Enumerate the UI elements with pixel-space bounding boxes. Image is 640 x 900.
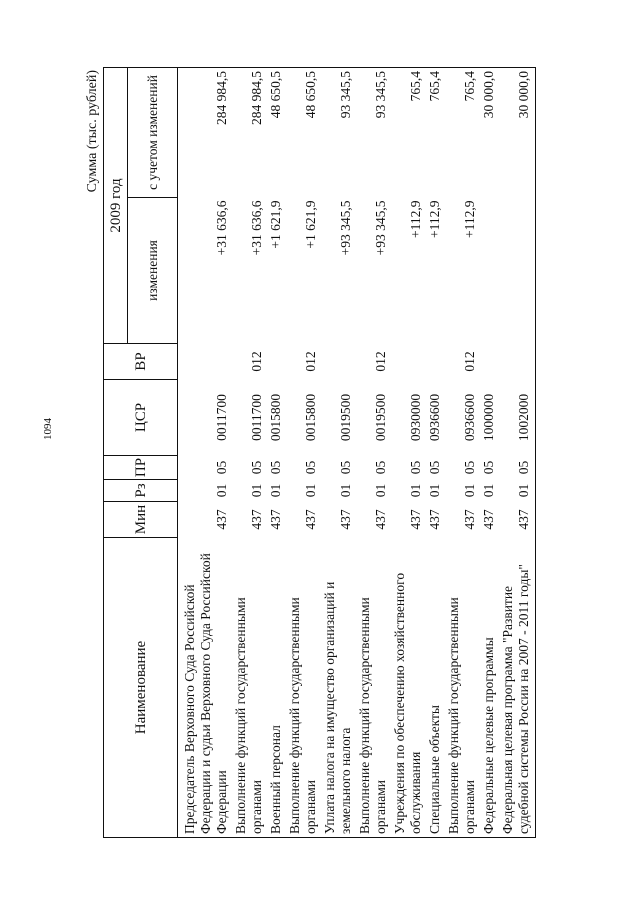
row-vr — [427, 344, 446, 380]
header-name: Наименование — [104, 538, 178, 838]
row-total: 284 984,5 — [178, 67, 234, 197]
row-rz: 01 — [268, 483, 283, 498]
row-changes: +93 345,5 — [338, 200, 353, 256]
row-name: Выполнение функций государственными органами — [287, 538, 322, 838]
row-changes: +1 621,9 — [268, 200, 283, 249]
table-row — [178, 67, 234, 837]
table-row — [287, 67, 322, 837]
row-csr: 0015800 — [303, 393, 318, 442]
row-pr: 05 — [500, 456, 536, 480]
row-rz: 01 — [373, 483, 388, 498]
budget-table — [103, 67, 536, 838]
header-pr: ПР — [104, 456, 178, 480]
table-row — [357, 67, 392, 837]
row-vr — [392, 344, 427, 380]
table-row — [427, 67, 446, 837]
table-row — [322, 67, 357, 837]
row-total: 30 000,0 — [500, 67, 536, 197]
row-csr: 0011700 — [214, 394, 229, 441]
row-min: 437 — [373, 509, 388, 530]
row-pr: 05 — [338, 460, 353, 475]
row-vr — [322, 344, 357, 380]
row-total: 765,4 — [392, 67, 427, 197]
row-min: 437 — [303, 509, 318, 530]
row-min: 437 — [249, 509, 264, 530]
row-min: 437 — [462, 509, 477, 530]
row-name: Уплата налога на имущество организаций и земельного налога — [322, 538, 357, 838]
table-row — [392, 67, 427, 837]
row-pr: 05 — [214, 460, 229, 475]
row-min: 437 — [500, 502, 536, 538]
header-vr: ВР — [104, 344, 178, 380]
row-pr: 05 — [268, 460, 283, 475]
row-pr: 05 — [427, 460, 442, 475]
header-year: 2009 год — [104, 67, 128, 343]
table-row — [500, 67, 536, 837]
row-pr: 05 — [249, 460, 264, 475]
row-rz: 01 — [481, 483, 496, 498]
units-label: Сумма (тыс. рублей) — [85, 70, 100, 193]
row-min: 437 — [268, 509, 283, 530]
row-total: 284 984,5 — [233, 67, 268, 197]
row-rz: 01 — [303, 483, 318, 498]
header-changes: изменения — [128, 198, 178, 344]
row-csr: 0936600 — [462, 393, 477, 442]
row-min: 437 — [338, 509, 353, 530]
row-changes: +1 621,9 — [303, 200, 318, 249]
row-pr: 05 — [462, 460, 477, 475]
row-name: Военный персонал — [268, 538, 287, 838]
row-rz: 01 — [214, 483, 229, 498]
row-vr: 012 — [303, 351, 318, 372]
row-total: 93 345,5 — [322, 67, 357, 197]
row-csr: 1000000 — [481, 393, 496, 442]
table-row — [268, 67, 287, 837]
row-csr: 1002000 — [500, 380, 536, 456]
row-total: 30 000,0 — [481, 67, 500, 197]
row-name: Федеральная целевая программа "Развитие судебной системы России на 2007 - 2011 годы" — [500, 538, 536, 838]
table-body — [178, 67, 536, 837]
row-pr: 05 — [303, 460, 318, 475]
table-row — [481, 67, 500, 837]
header-rz: Рз — [104, 480, 178, 502]
row-rz: 01 — [249, 483, 264, 498]
row-name: Федеральные целевые программы — [481, 538, 500, 838]
row-vr — [178, 344, 234, 380]
header-min: Мин — [104, 502, 178, 538]
row-csr: 0015800 — [268, 393, 283, 442]
table-row — [233, 67, 268, 837]
row-rz: 01 — [462, 483, 477, 498]
row-rz: 01 — [500, 480, 536, 502]
row-pr: 05 — [481, 460, 496, 475]
budget-table-page — [85, 68, 605, 838]
row-changes: +112,9 — [408, 200, 423, 238]
row-pr: 05 — [373, 460, 388, 475]
row-vr — [500, 344, 536, 380]
row-min: 437 — [408, 509, 423, 530]
row-pr: 05 — [408, 460, 423, 475]
row-min: 437 — [427, 509, 442, 530]
row-changes — [500, 198, 536, 344]
row-vr: 012 — [373, 351, 388, 372]
table-row — [446, 67, 481, 837]
row-rz: 01 — [427, 483, 442, 498]
row-csr: 0019500 — [373, 393, 388, 442]
row-name: Выполнение функций государственными органами — [233, 538, 268, 838]
row-total: 48 650,5 — [268, 67, 287, 197]
row-csr: 0930000 — [408, 393, 423, 442]
row-csr: 0011700 — [249, 394, 264, 441]
row-rz: 01 — [408, 483, 423, 498]
row-changes: +112,9 — [427, 200, 442, 238]
row-name: Специальные объекты — [427, 538, 446, 838]
header-with-changes: с учетом изменений — [128, 67, 178, 197]
header-csr: ЦСР — [104, 380, 178, 456]
row-csr: 0936600 — [427, 393, 442, 442]
row-vr: 012 — [249, 351, 264, 372]
row-changes: +31 636,6 — [214, 200, 229, 256]
row-name: Учреждения по обеспечению хозяйственного обслуживания — [392, 538, 427, 838]
row-vr — [481, 344, 500, 380]
row-rz: 01 — [338, 483, 353, 498]
row-name: Выполнение функций государственными органами — [357, 538, 392, 838]
row-min: 437 — [481, 509, 496, 530]
row-name: Председатель Верховного Суда Российской Федерации и судьи Верховного Суда Российской Федерации — [178, 538, 234, 838]
row-changes — [481, 198, 500, 344]
row-total: 48 650,5 — [287, 67, 322, 197]
row-total: 93 345,5 — [357, 67, 392, 197]
row-total: 765,4 — [446, 67, 481, 197]
row-csr: 0019500 — [338, 393, 353, 442]
row-changes: +112,9 — [462, 200, 477, 238]
row-min: 437 — [214, 509, 229, 530]
row-total: 765,4 — [427, 67, 446, 197]
page-number: 1094 — [42, 418, 54, 440]
row-vr — [268, 344, 287, 380]
row-changes: +31 636,6 — [249, 200, 264, 256]
row-name: Выполнение функций государственными органами — [446, 538, 481, 838]
row-changes: +93 345,5 — [373, 200, 388, 256]
row-vr: 012 — [462, 351, 477, 372]
